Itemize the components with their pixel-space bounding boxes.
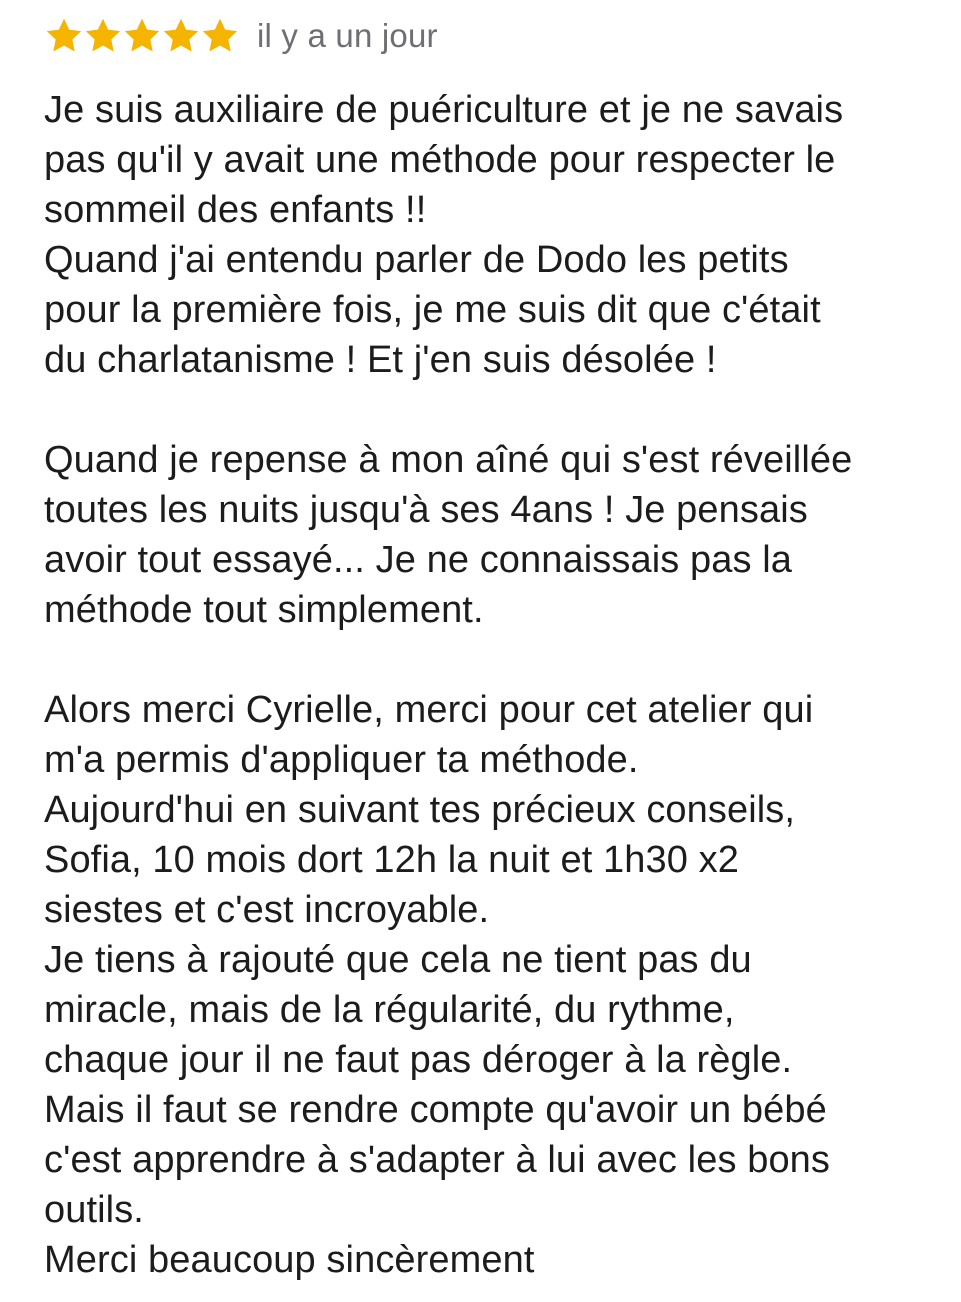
review-line: Sofia, 10 mois dort 12h la nuit et 1h30 x2 [44,839,739,881]
review-line: Merci beaucoup sincèrement [44,1239,535,1281]
review-line: miracle, mais de la régularité, du rythme, [44,989,735,1031]
review-line: m'a permis d'appliquer ta méthode. [44,739,639,781]
review-line: Je suis auxiliaire de puériculture et je ne savais [44,89,844,131]
review-line: outils. [44,1189,144,1231]
star-icon [200,16,240,56]
review-card [44,14,954,1285]
review-line: Aujourd'hui en suivant tes précieux conseils, [44,789,796,831]
review-line: pas qu'il y avait une méthode pour respecter le [44,139,836,181]
review-paragraph [44,435,954,635]
review-text [44,85,954,1285]
review-paragraph [44,85,954,385]
star-icon [161,16,201,56]
review-line: du charlatanisme ! Et j'en suis désolée ! [44,339,717,381]
review-line: c'est apprendre à s'adapter à lui avec les bons [44,1139,831,1181]
review-line: Quand j'ai entendu parler de Dodo les petits [44,239,789,281]
review-line: pour la première fois, je me suis dit que c'était [44,289,821,331]
review-date: il y a un jour [257,17,438,54]
review-line: Quand je repense à mon aîné qui s'est réveillée [44,439,853,481]
review-header [44,14,954,58]
review-paragraph [44,685,954,1285]
star-rating [44,16,239,56]
review-line: sommeil des enfants !! [44,189,427,231]
star-icon [83,16,123,56]
star-icon [44,16,84,56]
review-line: Je tiens à rajouté que cela ne tient pas du [44,939,752,981]
review-line: Alors merci Cyrielle, merci pour cet atelier qui [44,689,814,731]
review-line: siestes et c'est incroyable. [44,889,490,931]
review-line: avoir tout essayé... Je ne connaissais pas la [44,539,793,581]
review-line: toutes les nuits jusqu'à ses 4ans ! Je pensais [44,489,808,531]
review-line: méthode tout simplement. [44,589,484,631]
star-icon [122,16,162,56]
review-line: Mais il faut se rendre compte qu'avoir un bébé [44,1089,827,1131]
review-line: chaque jour il ne faut pas déroger à la règle. [44,1039,793,1081]
